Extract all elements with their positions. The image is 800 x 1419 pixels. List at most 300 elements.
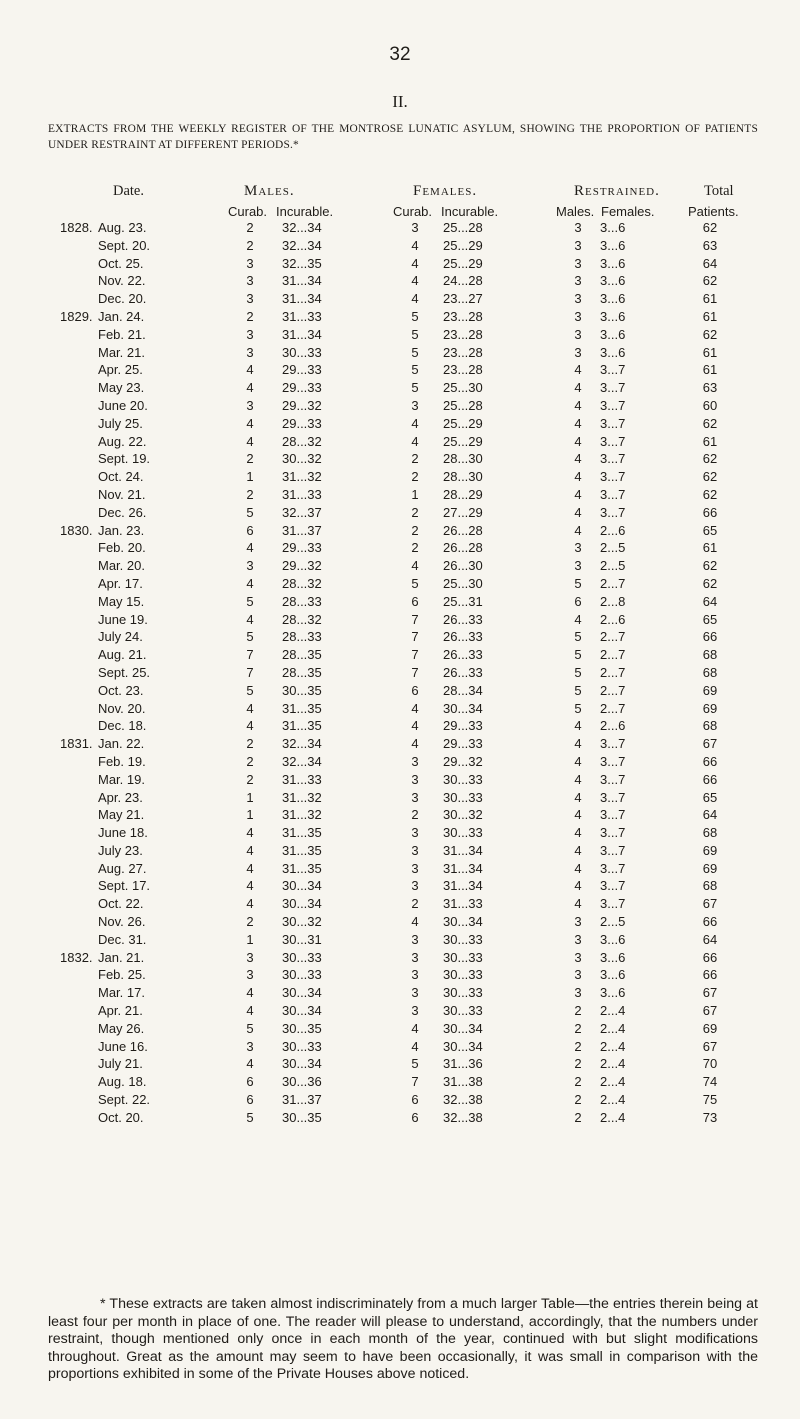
restrained-males-cell: 4 [574, 469, 582, 485]
females-incurable-cell: 25...29 [443, 433, 483, 449]
restrained-females-cell: 3...7 [600, 451, 626, 467]
total-patients-cell: 62 [702, 558, 718, 574]
table-row [0, 558, 800, 576]
total-patients-cell: 62 [702, 469, 718, 485]
females-curable-cell: 2 [411, 469, 419, 485]
total-patients-cell: 63 [702, 380, 718, 396]
restrained-males-cell: 3 [574, 914, 582, 930]
restrained-females-cell: 2...7 [600, 629, 626, 645]
restrained-females-cell: 3...6 [600, 308, 626, 324]
total-patients-cell: 62 [702, 575, 718, 591]
females-curable-cell: 2 [411, 451, 419, 467]
restrained-females-cell: 3...7 [600, 807, 626, 823]
restrained-males-cell: 4 [574, 860, 582, 876]
males-curable-cell: 2 [246, 486, 254, 502]
females-curable-cell: 2 [411, 540, 419, 556]
females-curable-cell: 3 [411, 985, 419, 1001]
restrained-females-cell: 3...7 [600, 736, 626, 752]
males-curable-cell: 3 [246, 967, 254, 983]
males-curable-cell: 4 [246, 611, 254, 627]
females-incurable-cell: 29...33 [443, 736, 483, 752]
table-row [0, 540, 800, 558]
total-patients-cell: 65 [702, 789, 718, 805]
males-incurable-cell: 30...35 [282, 1109, 322, 1125]
females-curable-cell: 3 [411, 753, 419, 769]
females-curable-cell: 3 [411, 878, 419, 894]
males-incurable-cell: 32...34 [282, 753, 322, 769]
restrained-females-cell: 3...6 [600, 255, 626, 271]
page-number: 32 [389, 44, 411, 65]
table-row [0, 220, 800, 238]
table-row [0, 469, 800, 487]
column-header-total: Total [704, 183, 734, 199]
restrained-males-cell: 3 [574, 237, 582, 253]
females-incurable-cell: 28...29 [443, 486, 483, 502]
restrained-males-cell: 5 [574, 629, 582, 645]
column-header-date: Date. [113, 183, 144, 199]
males-incurable-cell: 29...33 [282, 415, 322, 431]
date-cell: June 20. [98, 397, 148, 413]
females-curable-cell: 4 [411, 736, 419, 752]
total-patients-cell: 63 [702, 237, 718, 253]
males-curable-cell: 5 [246, 682, 254, 698]
females-curable-cell: 3 [411, 842, 419, 858]
restrained-males-cell: 3 [574, 255, 582, 271]
males-incurable-cell: 28...32 [282, 611, 322, 627]
restrained-females-cell: 3...6 [600, 291, 626, 307]
males-curable-cell: 3 [246, 291, 254, 307]
total-patients-cell: 69 [702, 1020, 718, 1036]
males-incurable-cell: 31...35 [282, 718, 322, 734]
restrained-females-cell: 3...7 [600, 504, 626, 520]
date-cell: Sept. 20. [98, 237, 151, 253]
year-cell: 1829. [60, 308, 93, 324]
restrained-females-cell: 2...5 [600, 540, 626, 556]
males-incurable-cell: 31...35 [282, 842, 322, 858]
males-curable-cell: 4 [246, 1003, 254, 1019]
males-incurable-cell: 30...35 [282, 682, 322, 698]
males-incurable-cell: 30...34 [282, 1056, 322, 1072]
males-curable-cell: 4 [246, 842, 254, 858]
table-row [0, 416, 800, 434]
restrained-females-cell: 2...4 [600, 1074, 626, 1090]
females-curable-cell: 6 [411, 593, 419, 609]
table-row [0, 327, 800, 345]
males-curable-cell: 5 [246, 1109, 254, 1125]
females-curable-cell: 5 [411, 380, 419, 396]
date-cell: July 21. [98, 1056, 143, 1072]
restrained-females-cell: 3...7 [600, 789, 626, 805]
total-patients-cell: 69 [702, 700, 718, 716]
males-incurable-cell: 29...33 [282, 362, 322, 378]
total-patients-cell: 67 [702, 736, 718, 752]
date-cell: Oct. 24. [98, 469, 144, 485]
total-patients-cell: 64 [702, 593, 718, 609]
date-cell: Feb. 25. [98, 967, 146, 983]
females-incurable-cell: 26...33 [443, 664, 483, 680]
restrained-females-cell: 3...6 [600, 220, 626, 235]
males-incurable-cell: 28...32 [282, 575, 322, 591]
date-cell: Aug. 22. [98, 433, 147, 449]
restrained-males-cell: 4 [574, 878, 582, 894]
restrained-females-cell: 2...7 [600, 575, 626, 591]
table-row [0, 932, 800, 950]
males-incurable-cell: 30...33 [282, 1038, 322, 1054]
table-row [0, 576, 800, 594]
females-incurable-cell: 25...29 [443, 255, 483, 271]
females-curable-cell: 2 [411, 896, 419, 912]
males-incurable-cell: 31...32 [282, 469, 322, 485]
females-curable-cell: 6 [411, 1092, 419, 1108]
females-curable-cell: 4 [411, 433, 419, 449]
females-incurable-cell: 31...33 [443, 896, 483, 912]
males-curable-cell: 1 [246, 469, 254, 485]
males-incurable-cell: 30...34 [282, 985, 322, 1001]
females-incurable-cell: 23...27 [443, 291, 483, 307]
restrained-males-cell: 6 [574, 593, 582, 609]
table-row [0, 505, 800, 523]
subheader-females-curab: Curab. [393, 204, 433, 219]
total-patients-cell: 61 [702, 291, 718, 307]
females-incurable-cell: 25...30 [443, 575, 483, 591]
females-incurable-cell: 25...28 [443, 220, 483, 235]
table-row [0, 825, 800, 843]
males-incurable-cell: 28...35 [282, 664, 322, 680]
total-patients-cell: 68 [702, 647, 718, 663]
table-row [0, 843, 800, 861]
restrained-males-cell: 3 [574, 985, 582, 1001]
females-curable-cell: 3 [411, 949, 419, 965]
date-cell: June 18. [98, 825, 148, 841]
restrained-females-cell: 2...7 [600, 700, 626, 716]
females-curable-cell: 4 [411, 914, 419, 930]
total-patients-cell: 69 [702, 860, 718, 876]
females-incurable-cell: 30...33 [443, 931, 483, 947]
males-incurable-cell: 32...35 [282, 255, 322, 271]
males-incurable-cell: 29...33 [282, 380, 322, 396]
date-cell: Dec. 20. [98, 291, 147, 307]
restrained-males-cell: 2 [574, 1056, 582, 1072]
year-cell: 1830. [60, 522, 93, 538]
date-cell: Jan. 24. [98, 308, 145, 324]
table-row [0, 451, 800, 469]
restrained-males-cell: 4 [574, 753, 582, 769]
date-cell: June 16. [98, 1038, 148, 1054]
restrained-males-cell: 4 [574, 896, 582, 912]
males-curable-cell: 5 [246, 1020, 254, 1036]
restrained-males-cell: 3 [574, 308, 582, 324]
males-curable-cell: 5 [246, 629, 254, 645]
females-curable-cell: 3 [411, 967, 419, 983]
restrained-males-cell: 3 [574, 326, 582, 342]
males-incurable-cell: 29...33 [282, 540, 322, 556]
males-curable-cell: 4 [246, 985, 254, 1001]
restrained-males-cell: 4 [574, 771, 582, 787]
date-cell: Sept. 25. [98, 664, 151, 680]
date-cell: Nov. 22. [98, 273, 146, 289]
date-cell: July 25. [98, 415, 143, 431]
register-table [0, 220, 800, 1128]
total-patients-cell: 67 [702, 896, 718, 912]
males-curable-cell: 4 [246, 415, 254, 431]
females-curable-cell: 4 [411, 1038, 419, 1054]
restrained-females-cell: 3...7 [600, 433, 626, 449]
table-row [0, 309, 800, 327]
males-curable-cell: 2 [246, 914, 254, 930]
males-incurable-cell: 30...35 [282, 1020, 322, 1036]
females-curable-cell: 6 [411, 682, 419, 698]
table-row [0, 434, 800, 452]
females-curable-cell: 4 [411, 700, 419, 716]
date-cell: Oct. 25. [98, 255, 144, 271]
males-incurable-cell: 31...34 [282, 326, 322, 342]
males-curable-cell: 3 [246, 1038, 254, 1054]
restrained-males-cell: 4 [574, 486, 582, 502]
females-curable-cell: 3 [411, 771, 419, 787]
males-incurable-cell: 32...37 [282, 504, 322, 520]
males-curable-cell: 6 [246, 1092, 254, 1108]
restrained-males-cell: 5 [574, 575, 582, 591]
restrained-males-cell: 4 [574, 718, 582, 734]
date-cell: Mar. 17. [98, 985, 145, 1001]
females-curable-cell: 5 [411, 1056, 419, 1072]
total-patients-cell: 73 [702, 1109, 718, 1125]
restrained-males-cell: 3 [574, 558, 582, 574]
total-patients-cell: 62 [702, 220, 718, 235]
restrained-females-cell: 3...7 [600, 842, 626, 858]
males-curable-cell: 4 [246, 1056, 254, 1072]
females-incurable-cell: 32...38 [443, 1109, 483, 1125]
females-curable-cell: 5 [411, 308, 419, 324]
table-row [0, 736, 800, 754]
restrained-females-cell: 3...7 [600, 362, 626, 378]
females-curable-cell: 4 [411, 291, 419, 307]
date-cell: May 26. [98, 1020, 145, 1036]
restrained-females-cell: 3...7 [600, 825, 626, 841]
table-row [0, 647, 800, 665]
females-incurable-cell: 23...28 [443, 326, 483, 342]
date-cell: Apr. 25. [98, 362, 143, 378]
males-incurable-cell: 31...32 [282, 807, 322, 823]
restrained-females-cell: 3...6 [600, 967, 626, 983]
males-curable-cell: 2 [246, 308, 254, 324]
females-incurable-cell: 23...28 [443, 362, 483, 378]
females-incurable-cell: 30...34 [443, 914, 483, 930]
restrained-males-cell: 4 [574, 380, 582, 396]
restrained-females-cell: 2...5 [600, 914, 626, 930]
table-row [0, 950, 800, 968]
restrained-males-cell: 2 [574, 1003, 582, 1019]
females-incurable-cell: 30...34 [443, 700, 483, 716]
females-incurable-cell: 29...33 [443, 718, 483, 734]
total-patients-cell: 60 [702, 397, 718, 413]
females-incurable-cell: 30...33 [443, 1003, 483, 1019]
males-incurable-cell: 30...34 [282, 878, 322, 894]
males-curable-cell: 3 [246, 397, 254, 413]
males-incurable-cell: 28...32 [282, 433, 322, 449]
restrained-females-cell: 3...6 [600, 344, 626, 360]
table-row [0, 1110, 800, 1128]
total-patients-cell: 68 [702, 825, 718, 841]
females-incurable-cell: 30...32 [443, 807, 483, 823]
females-curable-cell: 4 [411, 255, 419, 271]
section-number: II. [392, 92, 408, 111]
males-incurable-cell: 30...31 [282, 931, 322, 947]
restrained-females-cell: 3...7 [600, 771, 626, 787]
males-curable-cell: 1 [246, 807, 254, 823]
restrained-females-cell: 2...4 [600, 1109, 626, 1125]
males-curable-cell: 5 [246, 504, 254, 520]
date-cell: June 19. [98, 611, 148, 627]
females-curable-cell: 3 [411, 397, 419, 413]
restrained-females-cell: 2...4 [600, 1020, 626, 1036]
males-incurable-cell: 31...35 [282, 700, 322, 716]
restrained-females-cell: 2...6 [600, 522, 626, 538]
males-curable-cell: 2 [246, 220, 254, 235]
table-row [0, 701, 800, 719]
column-header-females: Females. [413, 183, 478, 199]
table-row [0, 985, 800, 1003]
date-cell: Nov. 21. [98, 486, 146, 502]
females-curable-cell: 3 [411, 825, 419, 841]
total-patients-cell: 64 [702, 807, 718, 823]
males-incurable-cell: 31...34 [282, 291, 322, 307]
females-incurable-cell: 23...28 [443, 308, 483, 324]
males-curable-cell: 4 [246, 540, 254, 556]
males-incurable-cell: 29...32 [282, 397, 322, 413]
restrained-males-cell: 4 [574, 842, 582, 858]
restrained-females-cell: 3...7 [600, 486, 626, 502]
restrained-females-cell: 2...4 [600, 1003, 626, 1019]
date-cell: Oct. 22. [98, 896, 144, 912]
males-curable-cell: 2 [246, 753, 254, 769]
total-patients-cell: 66 [702, 771, 718, 787]
males-incurable-cell: 30...32 [282, 914, 322, 930]
date-cell: Dec. 18. [98, 718, 147, 734]
males-incurable-cell: 30...34 [282, 1003, 322, 1019]
males-incurable-cell: 30...33 [282, 967, 322, 983]
restrained-females-cell: 2...4 [600, 1092, 626, 1108]
column-header-restrained: Restrained. [574, 183, 660, 199]
subheader-restrained-females: Females. [601, 204, 655, 219]
table-row [0, 683, 800, 701]
date-cell: Dec. 31. [98, 931, 147, 947]
total-patients-cell: 62 [702, 415, 718, 431]
females-incurable-cell: 27...29 [443, 504, 483, 520]
date-cell: May 15. [98, 593, 145, 609]
males-incurable-cell: 30...34 [282, 896, 322, 912]
females-curable-cell: 2 [411, 522, 419, 538]
table-row [0, 1074, 800, 1092]
table-row [0, 807, 800, 825]
females-curable-cell: 4 [411, 718, 419, 734]
males-incurable-cell: 31...32 [282, 789, 322, 805]
table-row [0, 878, 800, 896]
females-curable-cell: 4 [411, 415, 419, 431]
restrained-females-cell: 2...5 [600, 558, 626, 574]
table-row [0, 790, 800, 808]
table-row [0, 1039, 800, 1057]
table-row [0, 380, 800, 398]
females-curable-cell: 2 [411, 807, 419, 823]
males-incurable-cell: 31...37 [282, 522, 322, 538]
date-cell: July 23. [98, 842, 143, 858]
males-curable-cell: 6 [246, 1074, 254, 1090]
females-curable-cell: 2 [411, 504, 419, 520]
date-cell: May 23. [98, 380, 145, 396]
table-row [0, 594, 800, 612]
males-curable-cell: 4 [246, 433, 254, 449]
footnote: * These extracts are taken almost indiscriminately from a much larger Table—the entries therein being at least four per month in place of one. The reader will please to understand, accordingly, that the numbers under restraint, though mentioned only once in each month of the year, continued with but slight modifications throughout. Great as the amount may seem to have been occasionally, it was small in comparison with the proportions exhibited in some of the Private Houses above noticed. [48, 1296, 758, 1383]
females-incurable-cell: 31...34 [443, 842, 483, 858]
females-curable-cell: 3 [411, 220, 419, 235]
total-patients-cell: 62 [702, 486, 718, 502]
males-curable-cell: 7 [246, 647, 254, 663]
males-incurable-cell: 31...37 [282, 1092, 322, 1108]
total-patients-cell: 66 [702, 753, 718, 769]
females-incurable-cell: 30...33 [443, 985, 483, 1001]
males-incurable-cell: 32...34 [282, 220, 322, 235]
total-patients-cell: 68 [702, 878, 718, 894]
table-row [0, 238, 800, 256]
males-curable-cell: 4 [246, 860, 254, 876]
females-curable-cell: 5 [411, 362, 419, 378]
females-curable-cell: 4 [411, 1020, 419, 1036]
males-incurable-cell: 31...33 [282, 308, 322, 324]
total-patients-cell: 75 [702, 1092, 718, 1108]
date-cell: Jan. 21. [98, 949, 145, 965]
females-incurable-cell: 23...28 [443, 344, 483, 360]
total-patients-cell: 66 [702, 967, 718, 983]
table-row [0, 914, 800, 932]
subheader-total-patients: Patients. [688, 204, 739, 219]
table-heading: EXTRACTS FROM THE WEEKLY REGISTER OF THE MONTROSE LUNATIC ASYLUM, SHOWING THE PROPORTION OF PATIENTS UNDER RESTRAINT AT DIFFERENT PERIODS.* [48, 123, 758, 151]
date-cell: Aug. 27. [98, 860, 147, 876]
females-curable-cell: 5 [411, 344, 419, 360]
restrained-males-cell: 4 [574, 611, 582, 627]
total-patients-cell: 74 [702, 1074, 718, 1090]
restrained-males-cell: 4 [574, 736, 582, 752]
date-cell: Mar. 19. [98, 771, 145, 787]
total-patients-cell: 61 [702, 344, 718, 360]
males-incurable-cell: 28...33 [282, 593, 322, 609]
males-curable-cell: 2 [246, 237, 254, 253]
restrained-females-cell: 3...7 [600, 896, 626, 912]
table-row [0, 967, 800, 985]
restrained-males-cell: 4 [574, 522, 582, 538]
females-curable-cell: 4 [411, 237, 419, 253]
date-cell: Sept. 19. [98, 451, 151, 467]
males-incurable-cell: 30...33 [282, 344, 322, 360]
date-cell: Apr. 17. [98, 575, 143, 591]
total-patients-cell: 62 [702, 273, 718, 289]
restrained-males-cell: 5 [574, 682, 582, 698]
table-row [0, 629, 800, 647]
males-incurable-cell: 31...33 [282, 486, 322, 502]
females-incurable-cell: 30...33 [443, 771, 483, 787]
males-incurable-cell: 32...34 [282, 736, 322, 752]
males-curable-cell: 4 [246, 380, 254, 396]
date-cell: Feb. 20. [98, 540, 146, 556]
total-patients-cell: 65 [702, 611, 718, 627]
females-incurable-cell: 30...34 [443, 1020, 483, 1036]
restrained-females-cell: 2...7 [600, 664, 626, 680]
females-curable-cell: 3 [411, 789, 419, 805]
total-patients-cell: 66 [702, 629, 718, 645]
total-patients-cell: 66 [702, 504, 718, 520]
females-incurable-cell: 28...30 [443, 451, 483, 467]
males-curable-cell: 4 [246, 878, 254, 894]
